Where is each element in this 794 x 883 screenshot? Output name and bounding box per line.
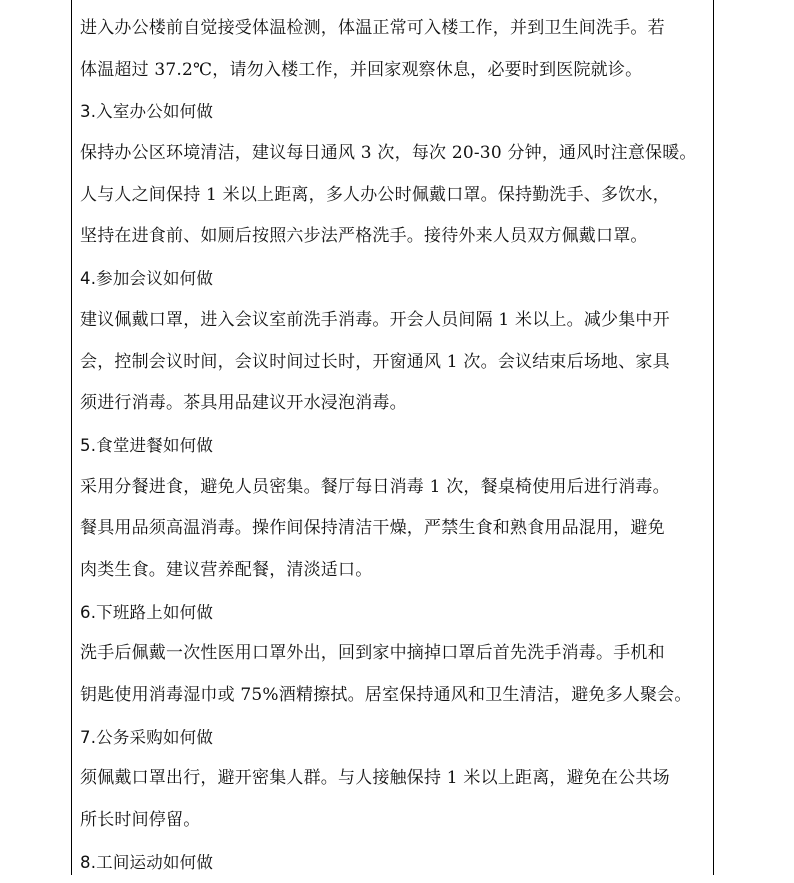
section-heading-6: 6.下班路上如何做 xyxy=(80,602,214,622)
paragraph-line: 进入办公楼前自觉接受体温检测，体温正常可入楼工作，并到卫生间洗手。若 xyxy=(80,18,665,38)
paragraph-line: 建议佩戴口罩，进入会议室前洗手消毒。开会人员间隔 1 米以上。减少集中开 xyxy=(80,309,670,330)
paragraph-line: 餐具用品须高温消毒。操作间保持清洁干燥，严禁生食和熟食用品混用，避免 xyxy=(80,518,665,539)
document-body xyxy=(80,8,720,883)
paragraph-line: 所长时间停留。 xyxy=(80,810,201,831)
section-heading-4: 4.参加会议如何做 xyxy=(80,269,214,289)
section-heading-8: 8.工间运动如何做 xyxy=(80,852,214,872)
paragraph-line: 采用分餐进食，避免人员密集。餐厅每日消毒 1 次，餐桌椅使用后进行消毒。 xyxy=(80,476,670,497)
paragraph-line: 钥匙使用消毒湿巾或 75%酒精擦拭。居室保持通风和卫生清洁，避免多人聚会。 xyxy=(80,685,692,705)
paragraph-line: 会，控制会议时间，会议时间过长时，开窗通风 1 次。会议结束后场地、家具 xyxy=(80,351,670,372)
section-heading-7: 7.公务采购如何做 xyxy=(80,727,214,747)
paragraph-line: 肉类生食。建议营养配餐，清淡适口。 xyxy=(80,559,373,580)
paragraph-line: 须进行消毒。茶具用品建议开水浸泡消毒。 xyxy=(80,393,407,414)
paragraph-line: 人与人之间保持 1 米以上距离，多人办公时佩戴口罩。保持勤洗手、多饮水， xyxy=(80,184,670,205)
paragraph-line: 保持办公区环境清洁，建议每日通风 3 次，每次 20-30 分钟，通风时注意保暖。 xyxy=(80,143,697,164)
paragraph-line: 洗手后佩戴一次性医用口罩外出，回到家中摘掉口罩后首先洗手消毒。手机和 xyxy=(80,643,665,664)
section-heading-5: 5.食堂进餐如何做 xyxy=(80,435,214,455)
section-heading-3: 3.入室办公如何做 xyxy=(80,102,214,122)
paragraph-line: 坚持在进食前、如厕后按照六步法严格洗手。接待外来人员双方佩戴口罩。 xyxy=(80,226,648,247)
paragraph-line: 体温超过 37.2℃，请勿入楼工作，并回家观察休息，必要时到医院就诊。 xyxy=(80,59,643,80)
paragraph-line: 须佩戴口罩出行，避开密集人群。与人接触保持 1 米以上距离，避免在公共场 xyxy=(80,768,670,789)
